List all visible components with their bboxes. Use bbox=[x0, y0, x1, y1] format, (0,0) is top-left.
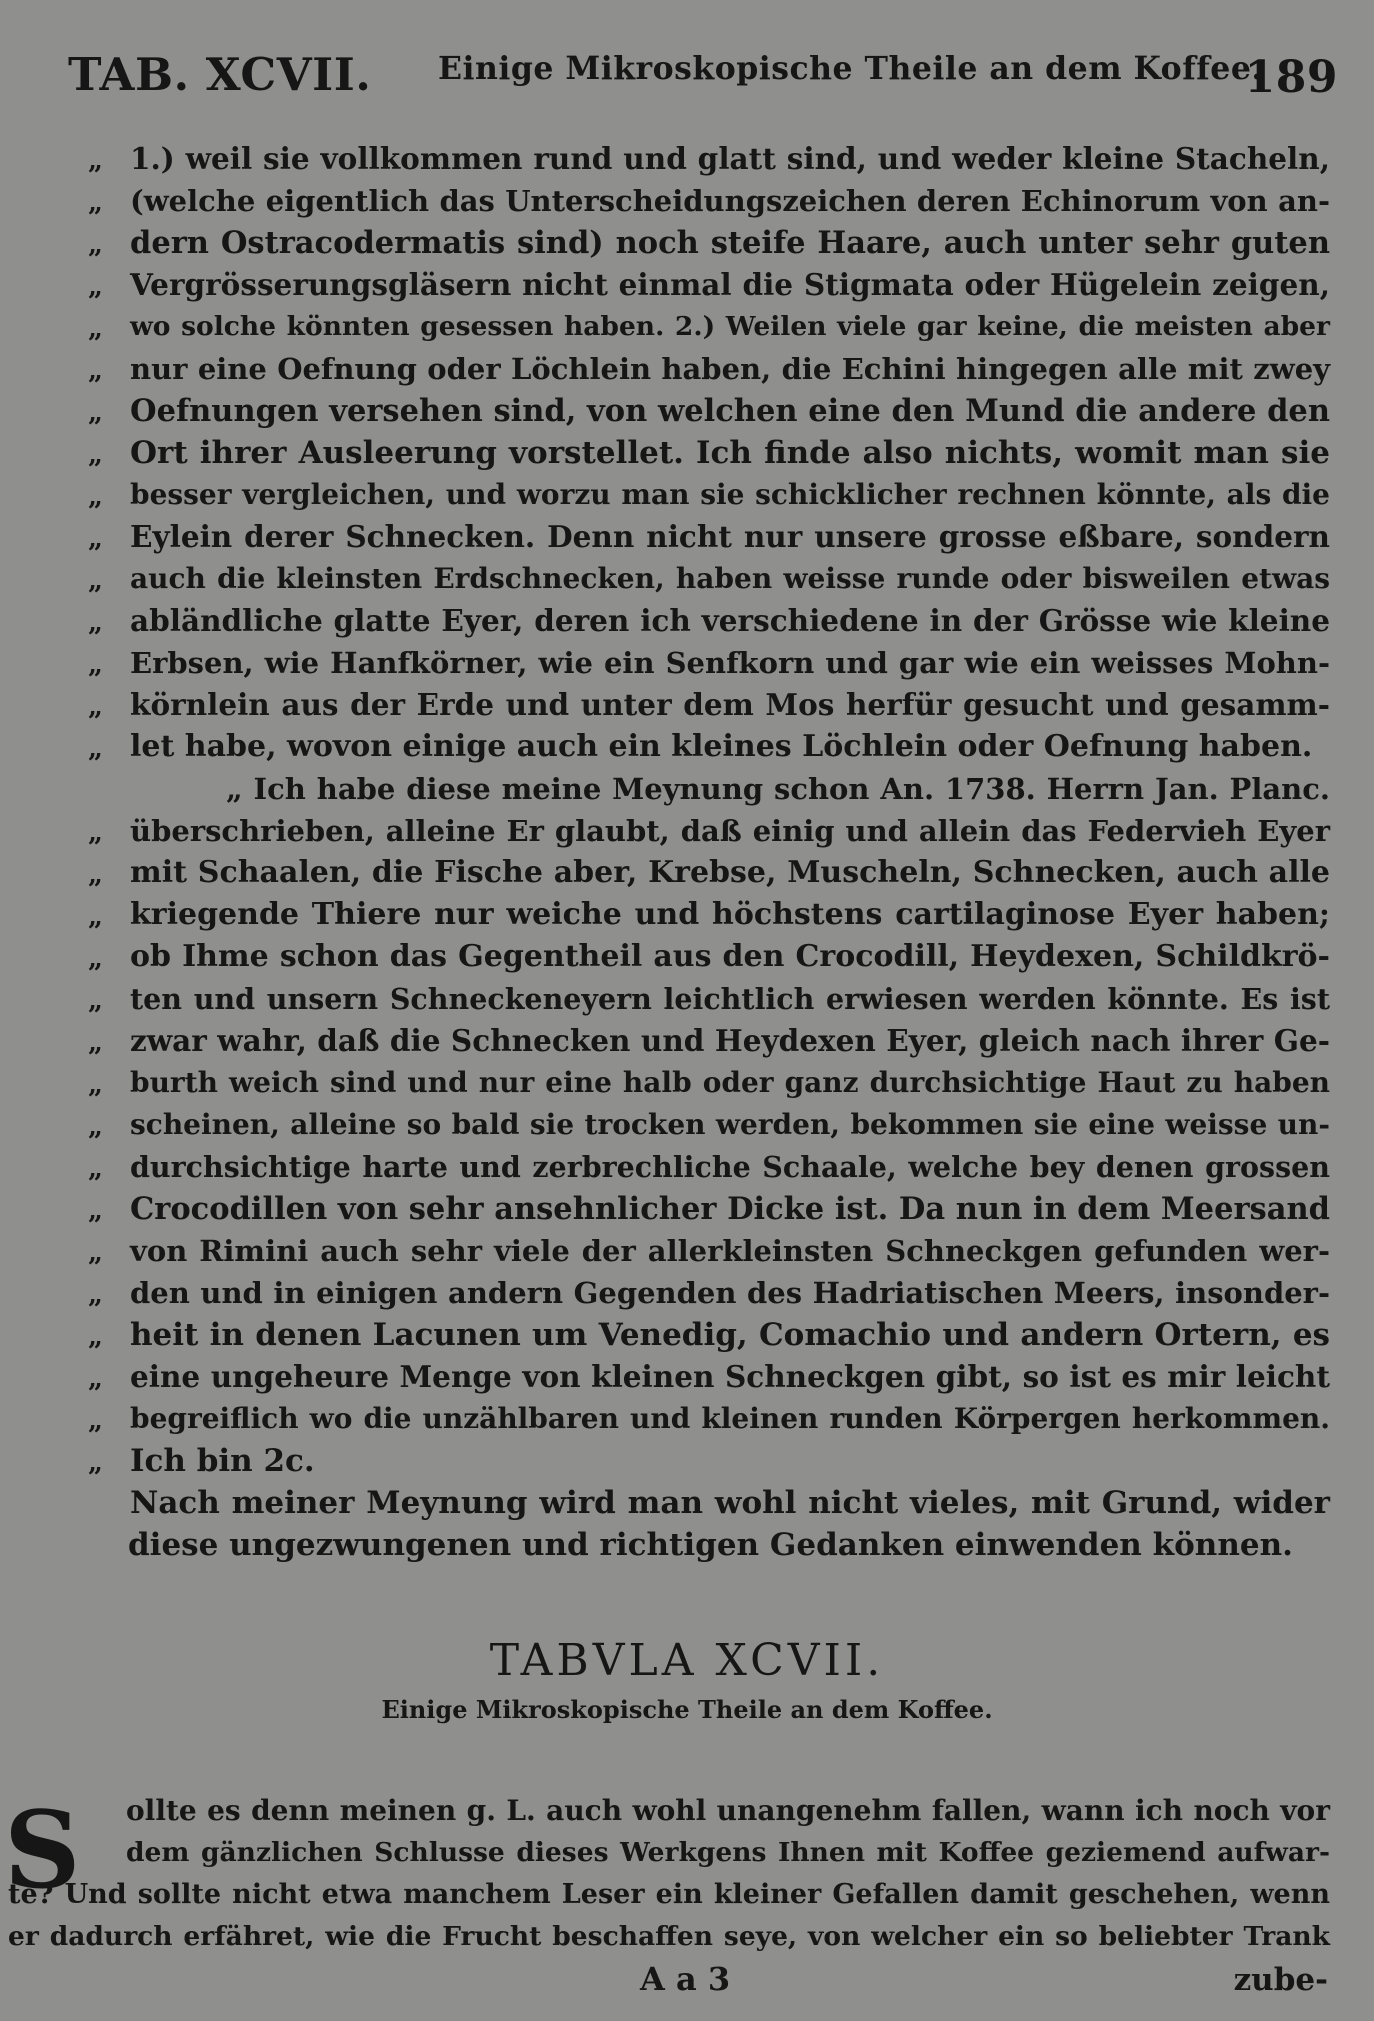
text-line bbox=[88, 306, 1330, 348]
text-line bbox=[88, 1440, 1330, 1482]
text-line bbox=[88, 978, 1330, 1020]
line-text: burth weich sind und nur eine halb oder ganz durchsichtige Haut zu haben bbox=[130, 1066, 1330, 1099]
text-line bbox=[88, 726, 1330, 768]
text-line bbox=[88, 684, 1330, 726]
running-title: Einige Mikroskopische Theile an dem Koffee. bbox=[438, 50, 1263, 87]
text-line bbox=[88, 1314, 1330, 1356]
quotation-mark: „ bbox=[88, 1070, 102, 1100]
section-intro bbox=[8, 1790, 1330, 1958]
quotation-mark: „ bbox=[88, 1028, 102, 1058]
text-line bbox=[88, 558, 1330, 600]
quotation-mark: „ bbox=[88, 860, 102, 890]
line-text: nur eine Oefnung oder Löchlein haben, die Echini hingegen alle mit zwey bbox=[130, 352, 1330, 386]
intro-line: te? Und sollte nicht etwa manchem Leser ein kleiner Gefallen damit geschehen, wenn bbox=[8, 1879, 1330, 1910]
line-text: Nach meiner Meynung wird man wohl nicht vieles, mit Grund, wider bbox=[130, 1485, 1330, 1521]
line-text: durchsichtige harte und zerbrechliche Schaale, welche bey denen grossen bbox=[130, 1150, 1330, 1184]
text-line bbox=[130, 768, 1330, 810]
page-footer bbox=[0, 1960, 1374, 2010]
text-line bbox=[88, 516, 1330, 558]
line-text: „ Ich habe diese meine Meynung schon An. 1738. Herrn Jan. Planc. bbox=[226, 772, 1330, 806]
line-text: heit in denen Lacunen um Venedig, Comachio und andern Ortern, es bbox=[130, 1317, 1330, 1353]
quotation-mark: „ bbox=[88, 440, 102, 470]
text-line bbox=[88, 264, 1330, 306]
text-line bbox=[88, 1062, 1330, 1104]
text-line bbox=[88, 1020, 1330, 1062]
quotation-mark: „ bbox=[88, 1238, 102, 1268]
line-text: Ort ihrer Ausleerung vorstellet. Ich finde also nichts, womit man sie bbox=[130, 435, 1330, 471]
plate-reference: TAB. XCVII. bbox=[68, 48, 372, 101]
text-line bbox=[88, 432, 1330, 474]
quotation-mark: „ bbox=[88, 272, 102, 302]
running-head bbox=[68, 40, 1338, 110]
line-text: (welche eigentlich das Unterscheidungszeichen deren Echinorum von an- bbox=[130, 184, 1330, 218]
text-line bbox=[88, 810, 1330, 852]
quotation-mark: „ bbox=[88, 1406, 102, 1436]
quotation-mark: „ bbox=[88, 734, 102, 764]
quotation-mark: „ bbox=[88, 650, 102, 680]
quotation-mark: „ bbox=[88, 902, 102, 932]
text-line bbox=[128, 1524, 1330, 1566]
line-text: zwar wahr, daß die Schnecken und Heydexen Eyer, gleich nach ihrer Ge- bbox=[130, 1023, 1330, 1058]
line-text: dern Ostracodermatis sind) noch steife Haare, auch unter sehr guten bbox=[130, 225, 1330, 261]
text-line bbox=[88, 474, 1330, 516]
line-text: von Rimini auch sehr viele der allerkleinsten Schneckgen gefunden wer- bbox=[130, 1234, 1330, 1268]
line-text: den und in einigen andern Gegenden des Hadriatischen Meers, insonder- bbox=[130, 1276, 1330, 1310]
line-text: Eylein derer Schnecken. Denn nicht nur unsere grosse eßbare, sondern bbox=[130, 519, 1330, 554]
plate-label: TABVLA XCVII. bbox=[489, 1635, 885, 1686]
body-text bbox=[88, 138, 1330, 1566]
quotation-mark: „ bbox=[88, 230, 102, 260]
line-text: Oefnungen versehen sind, von welchen eine den Mund die andere den bbox=[130, 393, 1330, 429]
quotation-mark: „ bbox=[88, 608, 102, 638]
line-text: scheinen, alleine so bald sie trocken werden, bekommen sie eine weisse un- bbox=[130, 1108, 1330, 1141]
quotation-mark: „ bbox=[88, 188, 102, 218]
text-line bbox=[88, 348, 1330, 390]
text-line bbox=[88, 600, 1330, 642]
line-text: Erbsen, wie Hanfkörner, wie ein Senfkorn und gar wie ein weisses Mohn- bbox=[130, 646, 1330, 680]
quotation-mark: „ bbox=[88, 356, 102, 386]
page-number: 189 bbox=[1244, 52, 1338, 103]
line-text: wo solche könnten gesessen haben. 2.) Weilen viele gar keine, die meisten aber bbox=[130, 311, 1330, 342]
text-line bbox=[88, 642, 1330, 684]
quotation-mark: „ bbox=[88, 1322, 102, 1352]
quotation-mark: „ bbox=[88, 1280, 102, 1310]
text-line bbox=[88, 852, 1330, 894]
line-text: diese ungezwungenen und richtigen Gedanken einwenden können. bbox=[128, 1527, 1293, 1563]
line-text: auch die kleinsten Erdschnecken, haben weisse runde oder bisweilen etwas bbox=[130, 562, 1330, 595]
text-line bbox=[88, 1272, 1330, 1314]
line-text: kriegende Thiere nur weiche und höchstens cartilaginose Eyer haben; bbox=[130, 897, 1330, 932]
quotation-mark: „ bbox=[88, 314, 102, 344]
quotation-mark: „ bbox=[88, 1364, 102, 1394]
quotation-mark: „ bbox=[88, 1154, 102, 1184]
line-text: ten und unsern Schneckeneyern leichtlich erwiesen werden könnte. Es ist bbox=[130, 982, 1330, 1016]
text-line bbox=[88, 1356, 1330, 1398]
quotation-mark: „ bbox=[88, 692, 102, 722]
text-line bbox=[130, 1482, 1330, 1524]
text-line bbox=[88, 180, 1330, 222]
text-line bbox=[88, 1230, 1330, 1272]
line-text: überschrieben, alleine Er glaubt, daß einig und allein das Federvieh Eyer bbox=[130, 814, 1330, 848]
line-text: let habe, wovon einige auch ein kleines Löchlein oder Oefnung haben. bbox=[130, 729, 1313, 764]
quotation-mark: „ bbox=[88, 398, 102, 428]
text-line bbox=[88, 138, 1330, 180]
drop-capital: S bbox=[4, 1787, 81, 1912]
text-line bbox=[88, 222, 1330, 264]
intro-line: dem gänzlichen Schlusse dieses Werkgens Ihnen mit Koffee geziemend aufwar- bbox=[126, 1837, 1330, 1868]
section-title: Einige Mikroskopische Theile an dem Koffee. bbox=[381, 1695, 993, 1724]
quotation-mark: „ bbox=[88, 482, 102, 512]
line-text: 1.) weil sie vollkommen rund und glatt sind, und weder kleine Stacheln, bbox=[130, 141, 1330, 176]
text-line bbox=[88, 936, 1330, 978]
quotation-mark: „ bbox=[88, 1448, 102, 1478]
quotation-mark: „ bbox=[88, 1196, 102, 1226]
line-text: mit Schaalen, die Fische aber, Krebse, Muscheln, Schnecken, auch alle bbox=[130, 855, 1330, 890]
line-text: abländliche glatte Eyer, deren ich verschiedene in der Grösse wie kleine bbox=[130, 603, 1330, 638]
signature-mark: A a 3 bbox=[640, 1960, 731, 1998]
quotation-mark: „ bbox=[88, 524, 102, 554]
intro-line: ollte es denn meinen g. L. auch wohl unangenehm fallen, wann ich noch vor bbox=[126, 1794, 1330, 1827]
line-text: ob Ihme schon das Gegentheil aus den Crocodill, Heydexen, Schildkrö- bbox=[130, 939, 1330, 974]
line-text: Vergrösserungsgläsern nicht einmal die Stigmata oder Hügelein zeigen, bbox=[130, 267, 1330, 302]
quotation-mark: „ bbox=[88, 566, 102, 596]
text-line bbox=[88, 894, 1330, 936]
quotation-mark: „ bbox=[88, 146, 102, 176]
quotation-mark: „ bbox=[88, 944, 102, 974]
line-text: eine ungeheure Menge von kleinen Schneckgen gibt, so ist es mir leicht bbox=[130, 1359, 1330, 1394]
quotation-mark: „ bbox=[88, 818, 102, 848]
quotation-mark: „ bbox=[88, 1112, 102, 1142]
text-line bbox=[88, 390, 1330, 432]
quotation-mark: „ bbox=[88, 986, 102, 1016]
text-line bbox=[88, 1188, 1330, 1230]
line-text: körnlein aus der Erde und unter dem Mos herfür gesucht und gesamm- bbox=[130, 687, 1330, 722]
intro-line: er dadurch erfähret, wie die Frucht beschaffen seye, von welcher ein so beliebter Trank bbox=[8, 1921, 1330, 1952]
line-text: Ich bin 2c. bbox=[130, 1443, 315, 1479]
text-line bbox=[88, 1398, 1330, 1440]
line-text: begreiflich wo die unzählbaren und kleinen runden Körpergen herkommen. bbox=[130, 1402, 1330, 1435]
text-line bbox=[88, 1146, 1330, 1188]
line-text: besser vergleichen, und worzu man sie schicklicher rechnen könnte, als die bbox=[130, 478, 1330, 511]
catchword: zube- bbox=[1233, 1962, 1328, 1998]
line-text: Crocodillen von sehr ansehnlicher Dicke ist. Da nun in dem Meersand bbox=[130, 1191, 1330, 1227]
text-line bbox=[88, 1104, 1330, 1146]
